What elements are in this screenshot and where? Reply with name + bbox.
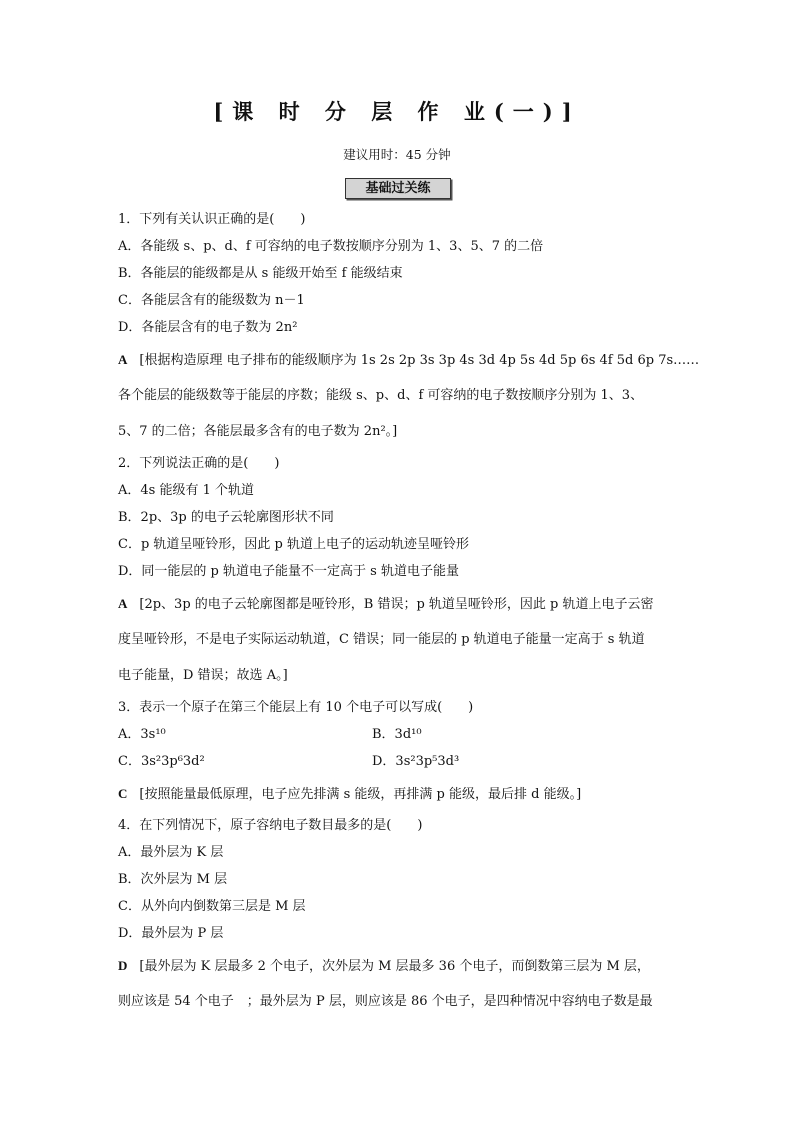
page-title: [课 时 分 层 作 业(一)]	[213, 99, 581, 124]
question-4-answer-line	[118, 958, 650, 975]
question-2-option-c: C．p 轨道呈哑铃形，因此 p 轨道上电子的运动轨迹呈哑铃形	[118, 537, 469, 552]
question-2-answer: A	[118, 596, 128, 611]
question-3-explanation-1: [按照能量最低原理，电子应先排满 s 能级，再排满 p 能级，最后排 d 能级。]	[139, 787, 582, 802]
question-2-explanation-3: 电子能量，D 错误；故选 A。]	[118, 668, 288, 683]
question-4-option-a: A．最外层为 K 层	[118, 845, 224, 860]
question-3-answer-line	[118, 786, 581, 803]
question-4-option-d: D．最外层为 P 层	[118, 926, 224, 941]
question-3-option-a: A．3s¹⁰	[118, 727, 166, 742]
question-1-option-b: B．各能层的能级都是从 s 能级开始至 f 能级结束	[118, 266, 403, 281]
question-3-option-d: D．3s²3p⁵3d³	[372, 754, 460, 769]
question-3-option-b: B．3d¹⁰	[372, 727, 422, 742]
question-1-option-c: C．各能层含有的能级数为 n－1	[118, 293, 305, 308]
question-1-answer-line	[118, 352, 699, 369]
question-2-answer-line	[118, 596, 654, 613]
question-4-answer: D	[118, 958, 128, 973]
question-3-stem: 3．表示一个原子在第三个能层上有 10 个电子可以写成( )	[118, 700, 474, 715]
question-2-explanation-1: [2p、3p 的电子云轮廓图都是哑铃形，B 错误；p 轨道呈哑铃形，因此 p 轨道上电子云密	[139, 597, 654, 612]
question-3-option-c: C．3s²3p⁶3d²	[118, 754, 205, 769]
suggested-time: 建议用时：45 分钟	[343, 147, 451, 162]
question-1-explanation-3: 5、7 的二倍；各能层最多含有的电子数为 2n²。]	[118, 424, 398, 439]
question-2-explanation-2: 度呈哑铃形，不是电子实际运动轨道，C 错误；同一能层的 p 轨道电子能量一定高于 s 轨道	[118, 632, 645, 647]
question-4-option-b: B．次外层为 M 层	[118, 872, 228, 887]
question-1-explanation-2: 各个能层的能级数等于能层的序数；能级 s、p、d、f 可容纳的电子数按顺序分别为 1、3、	[118, 388, 644, 403]
question-1-explanation-1: [根据构造原理 电子排布的能级顺序为 1s 2s 2p 3s 3p 4s 3d 4p 5s 4d 5p 6s 4f 5d 6p 7s……	[139, 353, 700, 368]
question-4-explanation-1: [最外层为 K 层最多 2 个电子，次外层为 M 层最多 36 个电子，而倒数第三层为 M 层，	[139, 959, 650, 974]
question-1-option-d: D．各能层含有的电子数为 2n²	[118, 320, 298, 335]
question-1-answer: A	[118, 352, 128, 367]
question-4-option-c: C．从外向内倒数第三层是 M 层	[118, 899, 306, 914]
question-2-option-b: B．2p、3p 的电子云轮廓图形状不同	[118, 510, 334, 525]
question-2-option-a: A．4s 能级有 1 个轨道	[118, 483, 254, 498]
question-1-stem: 1．下列有关认识正确的是( )	[118, 212, 306, 227]
question-1-option-a: A．各能级 s、p、d、f 可容纳的电子数按顺序分别为 1、3、5、7 的二倍	[118, 239, 544, 254]
question-2-option-d: D．同一能层的 p 轨道电子能量不一定高于 s 轨道电子能量	[118, 564, 459, 579]
question-2-stem: 2．下列说法正确的是( )	[118, 456, 280, 471]
section-badge: 基础过关练	[345, 178, 451, 199]
question-4-stem: 4．在下列情况下，原子容纳电子数目最多的是( )	[118, 818, 423, 833]
question-3-answer: C	[118, 786, 128, 801]
question-4-explanation-2: 则应该是 54 个电子 ；最外层为 P 层，则应该是 86 个电子，是四种情况中容纳电子数是最	[118, 994, 653, 1009]
